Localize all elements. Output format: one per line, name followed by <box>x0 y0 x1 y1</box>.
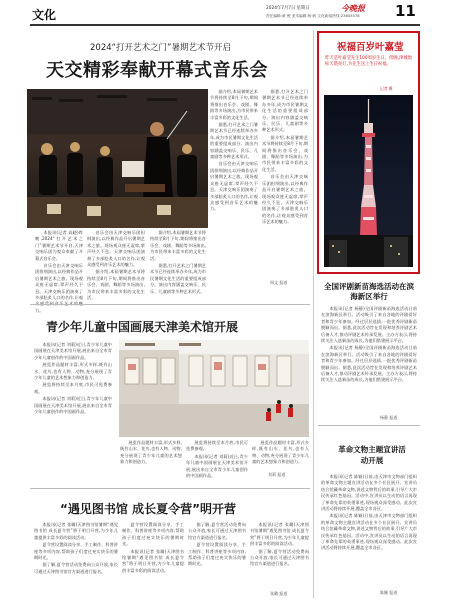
story2-column-2 <box>120 440 182 470</box>
story3-signoff: 张璐 报道 <box>270 591 288 596</box>
story2-signoff: 刘莉 报道 <box>268 472 286 477</box>
story3-column-1 <box>34 522 118 598</box>
section-label: 文化 <box>32 8 57 22</box>
story1-para: 据介绍,本届暑期艺术节将持续至8月下旬,期间将推出音乐会、戏剧、舞蹈等多场演出,为市民带来丰富多彩的文化生活。 <box>87 269 145 301</box>
sidebar1-headline: 祝福百岁叶嘉莹 <box>337 42 404 53</box>
page-header <box>0 0 450 26</box>
story3-para: 夏令营设置阅读分享、手工制作、科普讲座等多项内容,帮助孩子们度过充实快乐的暑期时光。 <box>122 522 184 547</box>
story1-lead: 本报讯(记者 高晓)昨晚,2024“打开艺术之门”暑期艺术节开启,天津交响乐团为观众奉献了开幕式音乐会。 <box>35 230 83 261</box>
story3-column-3 <box>188 522 246 598</box>
tower-photo <box>324 95 413 267</box>
sidebar3-para: 本报讯(记者 陈颖)日前,由天津市文物部门组织的革命文物主题宣讲活动在多个社区展开。宣讲员结合馆藏革命文物,讲述文物背后的故事,引导广大市民传承红色基因。活动中,宣讲员以生动的语言再现了革命先辈的英勇事迹,现场观众深受感动。此次宣讲活动将持续开展,覆盖全市各区。 <box>321 474 417 512</box>
page-number: 11 <box>395 2 416 20</box>
story3-para: 夏令营设置阅读分享、手工制作、科普讲座等多项内容,帮助孩子们度过充实快乐的暑期时光。 <box>34 542 118 561</box>
story2-para: 展览将持续至本月底,市民可免费参观。 <box>34 382 112 394</box>
sidebar2-para: 本报讯(记者 杨静)全国评剧新苗海选活动日前在滨海新区举行。活动吸引了来自各地的评剧爱好者和青少年参加。经过层层选拔,一批优秀评剧新苗脱颖而出。据悉,此次活动旨在发现和培养评剧艺术后备人才,推动评剧艺术传承发展。主办方表示,将持续关注入选新苗的成长,为他们搭建展示平台。 <box>321 306 417 344</box>
story3-para: 本报讯(记者 张璐)天津图书馆暑期“遇见图书馆 成长夏令营”将于明日开营,为少年儿童提供丰富多彩的阅读活动。 <box>250 522 309 547</box>
story2-headline: 青少年儿童中国画展天津美术馆开展 <box>46 320 239 334</box>
sidebar3-para: 本报讯(记者 陈颖)日前,由天津市文物部门组织的革命文物主题宣讲活动在多个社区展开。宣讲员结合馆藏革命文物,讲述文物背后的故事,引导广大市民传承红色基因。活动中,宣讲员以生动的语言再现了革命先辈的英勇事迹,现场观众深受感动。此次宣讲活动将持续开展,覆盖全市各区。 <box>321 513 417 551</box>
story3-column-4 <box>250 522 309 592</box>
story3-para: 据了解,夏令营活动免费向公众开放,家长可通过天津图书馆官方渠道进行报名。 <box>250 548 309 567</box>
sidebar3-body <box>321 474 417 588</box>
story1-para: 音乐会由天津交响乐团担纲演出,以经典作品开启暑期艺术之旅。现场观众座无虚席,掌声经久不息。天津交响乐团演奏了多部脍炙人口的名作,让观 力。 <box>35 263 83 313</box>
sidebar1-caption: 昨天是叶嘉莹先生100周岁生日。傍晚,津城地标天塔亮灯,为先生送上生日祝福。 <box>325 56 412 67</box>
story2-para: 本报讯(记者 刘莉)近日,青少年儿童中国画展在天津美术馆开展,展出来自全市青少年儿童创作的中国画作品。 <box>34 396 112 415</box>
exhibition-photo <box>119 340 309 437</box>
story1-para: 据悉,打开艺术之门暑期艺术节已经连续举办多年,成为市民暑期文化生活的重要组成部分。演出内容涵盖交响乐、民乐、儿童剧等多种艺术形式。 <box>210 122 258 160</box>
sidebar2-body <box>321 306 417 414</box>
story1-para: 音乐会由天津交响乐团担纲演出,以经典作品开启暑期艺术之旅。现场观众座无虚席,掌声经久不息。天津交响乐团演奏了多部脍炙人口的名作,让观众感受到音乐艺术的魅力。 <box>262 174 308 225</box>
story1-column-1 <box>210 89 258 271</box>
story1-para: 据介绍,本届暑期艺术节将持续至8月下旬,期间将推出音乐会、戏剧、舞蹈等多场演出,为市民带来丰富多彩的文化生活。 <box>210 89 258 120</box>
story1-lower-col-1 <box>35 230 83 313</box>
story2-para: 展览作品题材丰富,形式多样,既有山水、花鸟,也有人物、动物,充分展现了青少年儿童的艺术想象力和创造力。 <box>120 440 182 465</box>
story1-para: 据悉,打开艺术之门暑期艺术节已经连续举办多年,成为市民暑期文化生活的重要组成部分。演出内容涵盖交响乐、民乐、儿童剧等多种艺术形式。 <box>150 263 206 294</box>
divider-2 <box>30 488 310 489</box>
story2-para: 展览作品题材丰富,形式多样,既有山水、花鸟,也有人物、动物,充分展现了青少年儿童的艺术想象力和创造力。 <box>34 362 112 381</box>
story1-column-2 <box>262 89 308 279</box>
sidebar1-credit: 记者 摄 <box>380 86 393 91</box>
editor-line: 责任编辑:黄 俊 美术编辑:杨 帆 文化新闻热线:23603578 <box>266 14 360 18</box>
story1-para: 据介绍,本届暑期艺术节将持续至8月下旬,期间将推出音乐会、戏剧、舞蹈等多场演出,为市民带来丰富多彩的文化生活。 <box>262 134 308 172</box>
story3-para: 本报讯(记者 张璐)天津图书馆暑期“遇见图书馆 成长夏令营”将于明日开营,为少年儿童提供丰富多彩的阅读活动。 <box>122 548 184 573</box>
sidebar3-headline: 革命文物主题宣讲活动开展 <box>338 445 406 465</box>
story1-lower-col-2 <box>87 230 145 301</box>
story3-para: 据了解,夏令营活动免费向公众开放,家长可通过天津图书馆官方渠道进行报名。 <box>34 562 118 574</box>
story2-column-1 <box>34 342 112 464</box>
sidebar2-para: 本报讯(记者 杨静)全国评剧新苗海选活动日前在滨海新区举行。活动吸引了来自各地的评剧爱好者和青少年参加。经过层层选拔,一批优秀评剧新苗脱颖而出。据悉,此次活动旨在发现和培养评剧艺术后备人才,推动评剧艺术传承发展。主办方表示,将持续关注入选新苗的成长,为他们搭建展示平台。 <box>321 345 417 383</box>
issue-date: 2024年7月7日 星期日 <box>266 6 310 11</box>
story1-para: 音乐会由天津交响乐团担纲演出,以经典作品开启暑期艺术之旅。现场观众座无虚席,掌声经久不息。天津交响乐团演奏了多部脍炙人口的名作,让观众感受到音乐艺术的魅力。 <box>87 230 145 268</box>
story3-para: 本报讯(记者 张璐)天津图书馆暑期“遇见图书馆 成长夏令营”将于明日开营,为少年儿童提供丰富多彩的阅读活动。 <box>34 522 118 540</box>
story2-column-4 <box>252 440 309 470</box>
concert-photo <box>27 89 208 228</box>
sidebar-divider <box>318 425 420 426</box>
story1-signoff: 周文 报道 <box>270 280 288 285</box>
masthead-logo: 今晚报 <box>341 3 365 13</box>
sidebar2-signoff: 杨静 报道 <box>380 415 398 420</box>
story1-kicker: 2024“打开艺术之门”暑期艺术节开启 <box>90 43 231 53</box>
story2-para: 展览将持续至本月底,市民可免费参观。 <box>186 440 248 452</box>
story2-column-3 <box>186 440 248 479</box>
story3-para: 夏令营设置阅读分享、手工制作、科普讲座等多项内容,帮助孩子们度过充实快乐的暑期时光。 <box>188 542 246 567</box>
story2-para: 本报讯(记者 刘莉)近日,青少年儿童中国画展在天津美术馆开展,展出来自全市青少年儿童创作的中国画作品。 <box>34 342 112 360</box>
column-divider <box>313 30 314 598</box>
story2-para: 本报讯(记者 刘莉)近日,青少年儿童中国画展在天津美术馆开展,展出来自全市青少年儿童创作的中国画作品。 <box>186 453 248 479</box>
divider-1 <box>30 304 310 305</box>
story1-headline: 天交精彩奉献开幕式音乐会 <box>46 60 268 81</box>
story3-headline: “遇见图书馆 成长夏令营”明开营 <box>60 502 236 516</box>
story1-para: 音乐会由天津交响乐团担纲演出,以经典作品开启暑期艺术之旅。现场观众座无虚席,掌声经久不息。天津交响乐团演奏了多部脍炙人口的名作,让观众感受到音乐艺术的魅力。 <box>210 161 258 212</box>
sidebar3-signoff: 陈颖 报道 <box>380 590 398 595</box>
story3-column-2 <box>122 522 184 598</box>
story2-para: 展览作品题材丰富,形式多样,既有山水、花鸟,也有人物、动物,充分展现了青少年儿童的艺术想象力和创造力。 <box>252 440 309 465</box>
story1-lower-col-3 <box>150 230 206 292</box>
sidebar2-headline: 全国评剧新苗海选活动在滨海新区举行 <box>324 282 414 301</box>
story1-para: 据介绍,本届暑期艺术节将持续至8月下旬,期间将推出音乐会、戏剧、舞蹈等多场演出,为市民带来丰富多彩的文化生活。 <box>150 230 206 261</box>
header-rule <box>30 24 420 26</box>
story1-para: 据悉,打开艺术之门暑期艺术节已经连续举办多年,成为市民暑期文化生活的重要组成部分。演出内容涵盖交响乐、民乐、儿童剧等多种艺术形式。 <box>262 89 308 133</box>
story3-para: 据了解,夏令营活动免费向公众开放,家长可通过天津图书馆官方渠道进行报名。 <box>188 522 246 540</box>
